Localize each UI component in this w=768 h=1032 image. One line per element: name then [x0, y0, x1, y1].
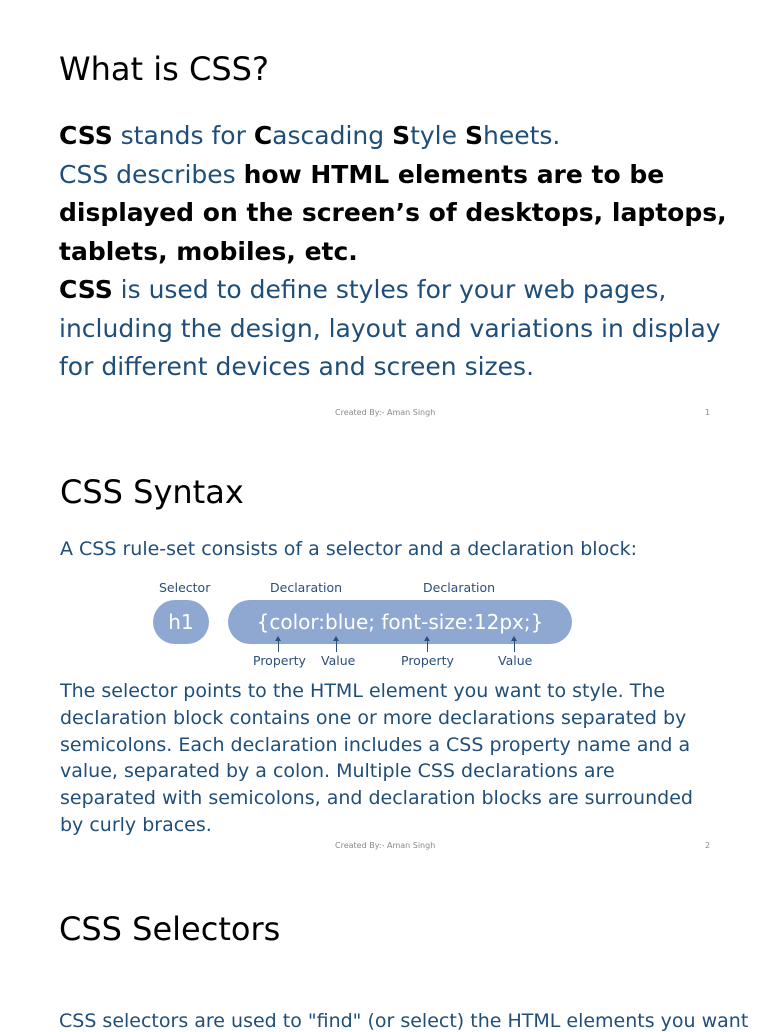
text-run: CSS describes	[59, 159, 244, 189]
text-run: C	[253, 121, 273, 150]
slide-2-page-number: 2	[705, 841, 711, 850]
slide-1-footer: Created By:- Aman Singh	[335, 408, 436, 417]
declaration-label: Declaration	[270, 580, 343, 595]
value-label: Value	[321, 653, 356, 668]
declaration-label: Declaration	[423, 580, 496, 595]
slide-1-body	[59, 117, 749, 387]
text-run: S	[464, 121, 483, 150]
slide-2-paragraph: The selector points to the HTML element you want to style. The declaration block contains one or more declarations separated by semicolons. Each declaration includes a CSS property name and a value, separated by a colon. Multiple CSS declarations are separated with semicolons, and declaration blocks are surrounded by curly braces.	[60, 680, 693, 836]
arrow-up-icon	[336, 640, 337, 652]
css-term: CSS	[59, 275, 113, 304]
slide-3-paragraph: CSS selectors are used to "find" (or select) the HTML elements you want	[59, 1010, 749, 1032]
value-label: Value	[498, 653, 533, 668]
css-syntax-diagram	[150, 578, 580, 670]
slide-2-title: CSS Syntax	[60, 473, 244, 511]
text-run: how HTML elements are to be displayed on the screen’s of desktops, laptops, tablets, mobiles, etc.	[59, 159, 727, 266]
text-run: is used to define styles for your web pages, including the design, layout and variations in display for different devices and screen sizes.	[59, 275, 721, 381]
text-run: tyle	[410, 121, 465, 150]
slide-2-intro: A CSS rule-set consists of a selector and a declaration block:	[60, 538, 638, 560]
property-label: Property	[253, 653, 306, 668]
selector-pill: h1	[153, 600, 209, 644]
slide-2-footer: Created By:- Aman Singh	[335, 841, 436, 850]
declaration-block-pill: {color:blue; font-size:12px;}	[228, 600, 572, 644]
property-label: Property	[401, 653, 454, 668]
text-run: stands for	[112, 121, 254, 150]
selector-label: Selector	[159, 580, 211, 595]
slide-1-page-number: 1	[705, 408, 711, 417]
arrow-up-icon	[278, 640, 279, 652]
text-run: heets.	[482, 121, 561, 150]
text-run: S	[392, 121, 411, 150]
text-run: ascading	[272, 121, 393, 150]
arrow-up-icon	[427, 640, 428, 652]
slide-3-title: CSS Selectors	[59, 910, 281, 948]
slide-1-title: What is CSS?	[59, 50, 269, 88]
arrow-up-icon	[514, 640, 515, 652]
css-term: CSS	[59, 121, 113, 150]
